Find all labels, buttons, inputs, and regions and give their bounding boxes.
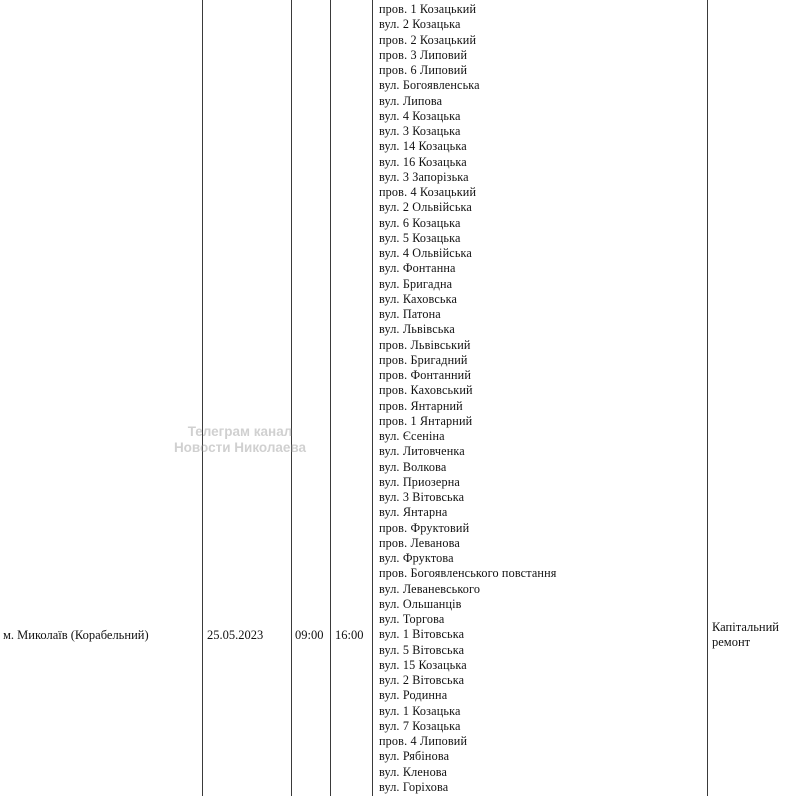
watermark-line-2: Новости Николаева — [173, 440, 307, 455]
street-item: вул. Липова — [379, 93, 443, 108]
street-item: вул. Бригадна — [379, 276, 453, 291]
street-item: вул. Волкова — [379, 459, 447, 474]
street-item: пров. 1 Янтарний — [379, 413, 473, 428]
street-list — [379, 2, 557, 795]
street-item: вул. 1 Козацька — [379, 703, 461, 718]
date-cell: 25.05.2023 — [207, 628, 264, 642]
street-item: вул. 16 Козацька — [379, 154, 467, 169]
street-item: вул. Рябінова — [379, 749, 450, 764]
street-item: вул. 5 Козацька — [379, 230, 461, 245]
time-to-cell: 16:00 — [335, 628, 364, 642]
street-item: вул. 3 Козацька — [379, 124, 461, 138]
street-item: вул. Горіхова — [379, 779, 449, 794]
street-item: вул. Литовченка — [379, 444, 465, 459]
street-item: пров. Фруктовий — [379, 520, 470, 535]
column-border — [202, 0, 203, 796]
street-item: вул. Фруктова — [379, 551, 454, 565]
street-item: пров. Фонтанний — [379, 368, 472, 382]
street-item: вул. Кленова — [379, 764, 448, 779]
location-cell: м. Миколаїв (Корабельний) — [3, 628, 149, 642]
street-item: пров. 4 Козацький — [379, 185, 477, 199]
street-item: пров. Богоявленського повстання — [379, 566, 557, 581]
street-item: вул. Єсеніна — [379, 429, 445, 443]
street-item: вул. Родинна — [379, 688, 448, 703]
street-item: пров. Львівський — [379, 337, 471, 352]
street-item: вул. Торгова — [379, 612, 445, 626]
column-border — [372, 0, 373, 796]
street-item: вул. 2 Козацька — [379, 17, 461, 32]
work-type-cell: Капітальний ремонт — [712, 620, 779, 649]
street-item: пров. Янтарний — [379, 398, 463, 413]
street-item: вул. Янтарна — [379, 505, 448, 520]
column-border — [330, 0, 331, 796]
street-item: вул. Ольшанців — [379, 596, 462, 611]
street-item: вул. Богоявленська — [379, 78, 480, 93]
street-item: пров. Каховський — [379, 383, 473, 398]
street-item: вул. 1 Вітовська — [379, 627, 465, 642]
street-item: вул. Каховська — [379, 291, 458, 306]
street-item: пров. 3 Липовий — [379, 47, 468, 62]
column-border — [291, 0, 292, 796]
time-from-cell: 09:00 — [295, 628, 324, 642]
street-item: вул. 2 Вітовська — [379, 673, 465, 687]
street-item: вул. 7 Козацька — [379, 718, 461, 733]
street-item: вул. 2 Ольвійська — [379, 200, 472, 215]
channel-watermark — [130, 424, 350, 456]
street-item: вул. 6 Козацька — [379, 215, 461, 230]
street-item: вул. 3 Вітовська — [379, 490, 465, 504]
street-item: вул. 5 Вітовська — [379, 642, 465, 657]
street-item: пров. 1 Козацький — [379, 2, 477, 16]
street-item: пров. 4 Липовий — [379, 734, 468, 748]
street-item: вул. 14 Козацька — [379, 139, 467, 154]
street-item: пров. Леванова — [379, 535, 460, 550]
street-item: вул. 4 Козацька — [379, 108, 461, 123]
street-item: вул. Приозерна — [379, 474, 460, 489]
street-item: вул. Фонтанна — [379, 261, 456, 276]
street-item: вул. Леваневського — [379, 581, 481, 596]
column-border — [707, 0, 708, 796]
street-item: пров. 6 Липовий — [379, 63, 468, 77]
street-item: вул. 4 Ольвійська — [379, 246, 472, 260]
street-item: вул. Львівська — [379, 322, 455, 337]
street-item: пров. Бригадний — [379, 352, 468, 367]
street-item: вул. Патона — [379, 307, 441, 321]
street-item: вул. 3 Запорізька — [379, 169, 469, 184]
watermark-line-1: Телеграм канал — [187, 424, 293, 439]
street-item: вул. 15 Козацька — [379, 657, 467, 672]
street-item: пров. 2 Козацький — [379, 32, 477, 47]
